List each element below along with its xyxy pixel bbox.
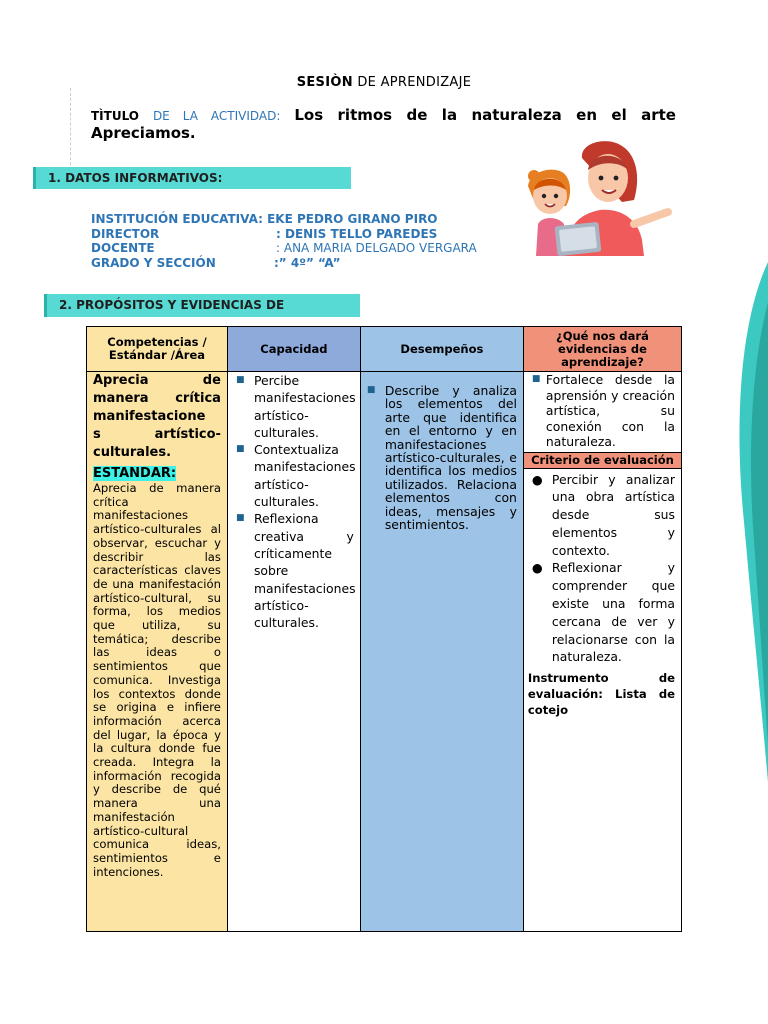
- header-evidencias: ¿Qué nos dará evidencias de aprendizaje?: [523, 327, 681, 372]
- info-row-institucion: [91, 212, 438, 226]
- mother-child-illustration: [522, 140, 678, 256]
- section-heading-datos: 1. DATOS INFORMATIVOS:: [33, 167, 351, 189]
- square-bullet-icon: ■: [235, 444, 245, 455]
- info-row-grado: [91, 256, 340, 270]
- header-capacidad: Capacidad: [227, 327, 360, 372]
- capacidad-text: Percibe manifestaciones artístico-culturales.: [253, 373, 356, 440]
- document-title: [0, 75, 768, 90]
- instrumento-evaluacion: Instrumento de evaluación: Lista de cotejo: [527, 671, 675, 718]
- info-key: GRADO Y SECCIÓN: [91, 256, 216, 270]
- activity-name: Los ritmos de la naturaleza en el arte: [294, 106, 676, 124]
- actividad-label: DE LA ACTIVIDAD:: [152, 109, 281, 123]
- propositos-table: [86, 326, 682, 932]
- desempeno-cell: [360, 372, 523, 932]
- estandar-text: Aprecia de manera crítica manifestaciones artístico-culturales al observar, escuchar y describir las características claves de una manifestación artístico-cultural, su forma, los medios que utiliza, su temática; describe las ideas o sentimientos que comunica. Investiga los contextos donde se origina e infiere información acerca del lugar, la época y la cultura donde fue creada. Integra la información recogida y describe de qué manera una manifestación artístico-cultural comunica ideas, sentimientos e intenciones.: [93, 481, 221, 879]
- estandar-label: ESTANDAR:: [93, 466, 177, 481]
- header-competencias: Competencias / Estándar /Área: [87, 327, 228, 372]
- criterio-list: [524, 469, 681, 667]
- activity-title-line: [91, 106, 676, 124]
- desempeno-list: [361, 372, 523, 531]
- competencia-line: Aprecia de: [93, 373, 221, 388]
- titulo-label: TÌTULO: [91, 109, 139, 123]
- title-aprendizaje: DE APRENDIZAJE: [352, 75, 472, 90]
- criterio-item: [530, 559, 675, 666]
- dot-bullet-icon: ●: [531, 471, 543, 487]
- info-value: EKE PEDRO GIRANO PIRO: [262, 212, 438, 226]
- criterio-item: [530, 471, 675, 560]
- criterio-heading: Criterio de evaluación: [524, 452, 681, 469]
- evidencia-text: Fortalece desde la aprensión y creación artística, su conexión con la naturaleza.: [545, 372, 675, 449]
- square-bullet-icon: ■: [531, 374, 541, 384]
- capacidad-item: [236, 372, 354, 441]
- criterio-text: Reflexionar y comprender que existe una forma cercana de ver y relacionarse con la naturaleza.: [551, 560, 675, 665]
- competencia-line: culturales.: [93, 445, 172, 460]
- capacidad-text: Reflexiona creativa y críticamente sobre manifestaciones artístico-culturales.: [253, 511, 356, 631]
- table-body-row: [87, 372, 682, 932]
- section-heading-propositos: 2. PROPÓSITOS Y EVIDENCIAS DE: [44, 294, 360, 317]
- info-key: DOCENTE: [91, 241, 155, 255]
- info-value: : DENIS TELLO PAREDES: [276, 227, 438, 241]
- table-header-row: [87, 327, 682, 372]
- evidencia-block: [524, 372, 681, 452]
- capacidad-item: [236, 441, 354, 510]
- teal-wave-decoration: [730, 262, 768, 782]
- capacidad-text: Contextualiza manifestaciones artístico-culturales.: [253, 442, 356, 510]
- info-key: DIRECTOR: [91, 227, 160, 241]
- capacidad-item: [236, 510, 354, 631]
- square-bullet-icon: ■: [235, 513, 245, 524]
- competencia-line: s artístico-: [93, 427, 221, 442]
- capacidad-cell: [227, 372, 360, 932]
- evidencia-cell: [523, 372, 681, 932]
- square-bullet-icon: ■: [235, 375, 245, 385]
- info-row-docente: [91, 241, 477, 255]
- desempeno-text: Describe y analiza los elementos del arte que identifica en el entorno y en manifestaciones artístico-culturales, e identifica los medios utilizados. Relaciona elementos con ideas, mensajes y sentimientos.: [384, 383, 517, 533]
- competencia-line: manifestacione: [93, 409, 206, 424]
- square-bullet-icon: ■: [366, 385, 376, 395]
- header-desempenos: Desempeños: [360, 327, 523, 372]
- info-key: INSTITUCIÓN EDUCATIVA:: [91, 212, 263, 226]
- activity-name-line2: Apreciamos.: [91, 124, 196, 142]
- competencia-line: manera crítica: [93, 391, 221, 406]
- evidencia-item: [530, 372, 675, 450]
- criterio-text: Percibir y analizar una obra artística desde sus elementos y contexto.: [551, 471, 675, 558]
- desempeno-item: [367, 384, 517, 531]
- capacidad-list: [228, 372, 360, 631]
- info-row-director: [91, 227, 437, 241]
- title-sesion: SESIÒN: [296, 75, 353, 90]
- info-value: :” 4º” “A”: [274, 256, 341, 270]
- info-value: : ANA MARIA DELGADO VERGARA: [276, 241, 477, 255]
- competencia-cell: [87, 372, 228, 932]
- dot-bullet-icon: ●: [531, 560, 543, 576]
